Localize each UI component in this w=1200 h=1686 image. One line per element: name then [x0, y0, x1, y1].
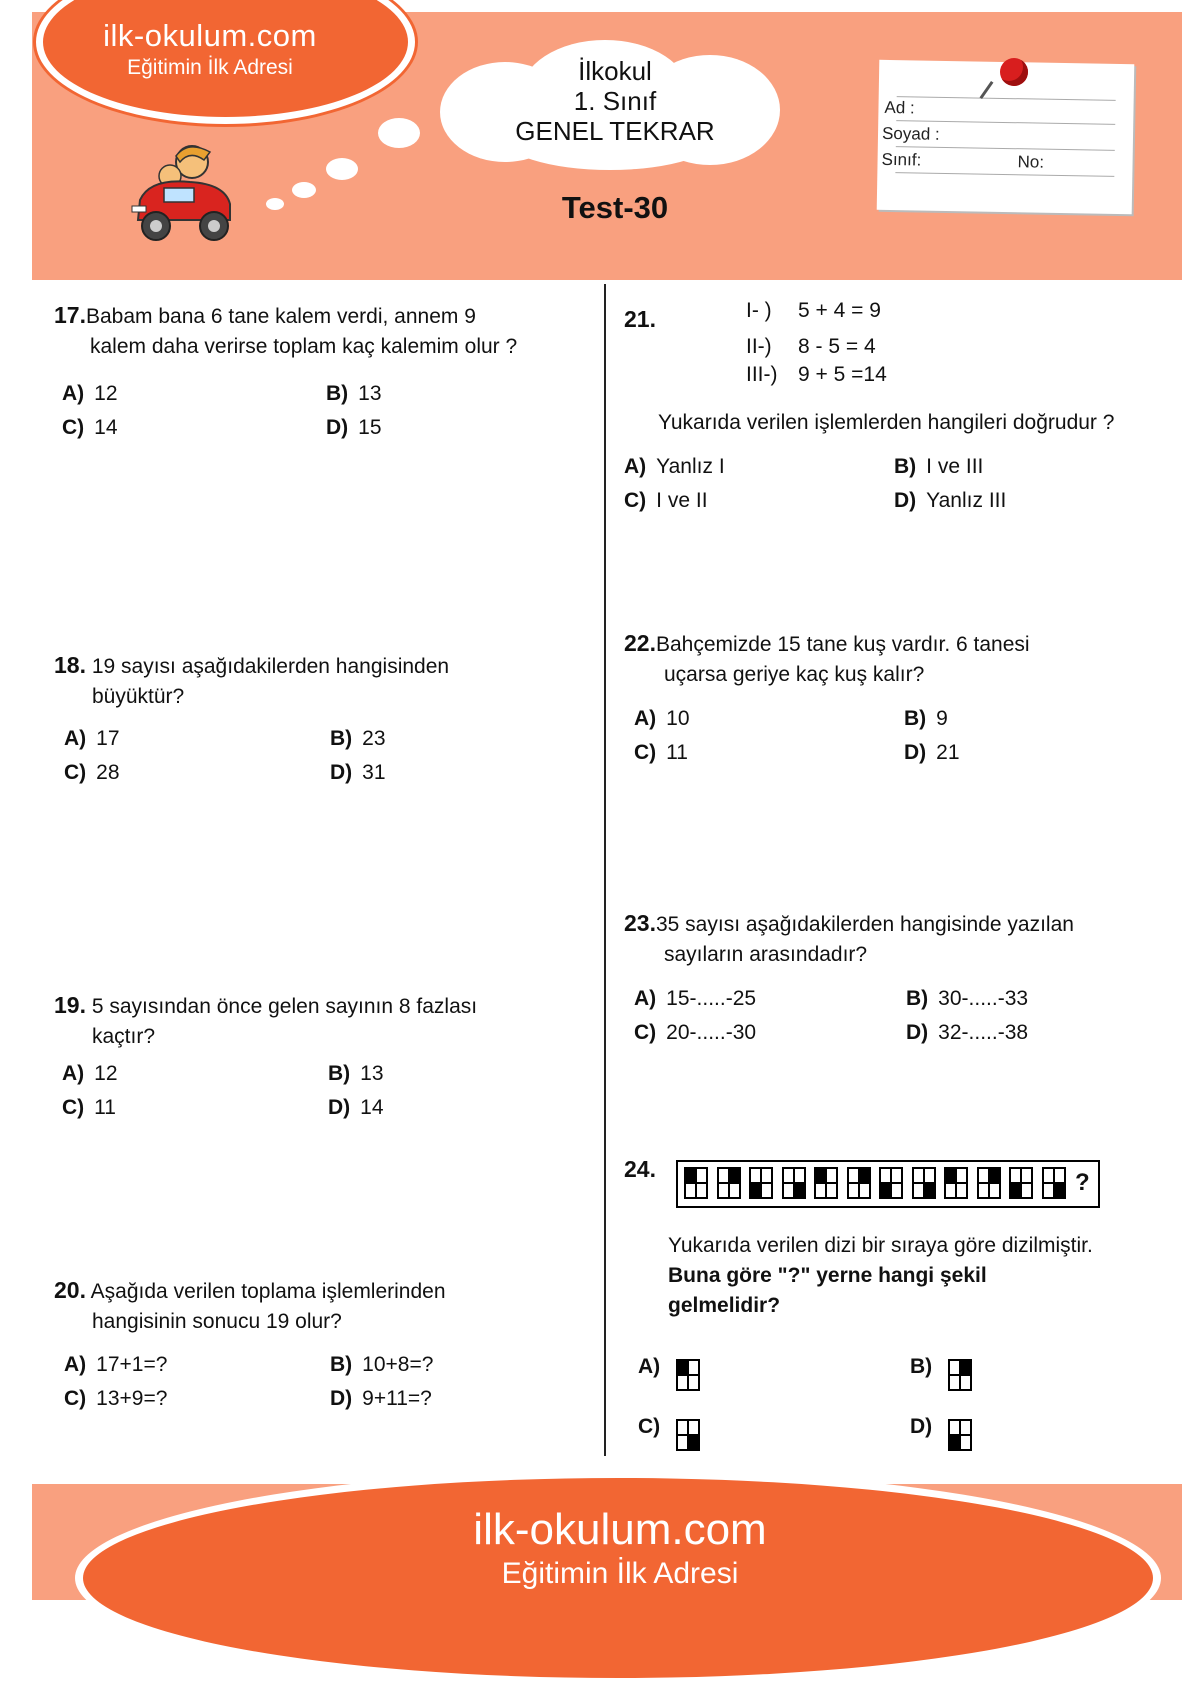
pushpin-icon: [1000, 58, 1028, 86]
option-b[interactable]: [328, 1062, 384, 1086]
quadrant-tile-br: [1042, 1167, 1066, 1199]
logo-slogan: Eğitimin İlk Adresi: [127, 56, 293, 79]
option-label: A): [62, 382, 85, 405]
question-19: [54, 990, 594, 1052]
quadrant-tile-bl: [948, 1419, 972, 1451]
option-value: 13+9=?: [96, 1387, 168, 1410]
cloud-bubble: [326, 158, 358, 180]
question-number: 22.: [624, 630, 656, 656]
question-text: hangisinin sonucu 19 olur?: [92, 1310, 342, 1333]
statement-expression: 9 + 5 =14: [798, 363, 887, 386]
option-value: 12: [94, 382, 118, 405]
question-17: [54, 300, 594, 362]
quadrant-tile-tl: [944, 1167, 968, 1199]
question-22: [624, 628, 1184, 690]
quadrant-tile-tl: [814, 1167, 838, 1199]
option-label: A): [634, 987, 657, 1010]
option-value: 20-.....-30: [666, 1021, 757, 1044]
option-label: A): [638, 1355, 661, 1378]
cloud-bubble: [266, 198, 284, 210]
logo-site: ilk-okulum.com: [103, 18, 317, 53]
option-value: 28: [96, 761, 120, 784]
option-value: Yanlız I: [656, 455, 725, 478]
option-label: C): [64, 1387, 87, 1410]
option-c[interactable]: [62, 416, 118, 440]
question-23: [624, 908, 1194, 970]
option-label: B): [894, 455, 917, 478]
option-label: A): [62, 1062, 85, 1085]
option-c[interactable]: [624, 489, 708, 513]
question-text: 5 sayısından önce gelen sayının 8 fazlası: [91, 995, 478, 1018]
quadrant-tile-tl: [684, 1167, 708, 1199]
question-text: uçarsa geriye kaç kuş kalır?: [664, 663, 925, 686]
surname-field[interactable]: Soyad :: [881, 123, 940, 144]
option-label: A): [64, 1353, 87, 1376]
statement-roman: I- ): [746, 299, 772, 322]
quadrant-tile-bl: [1009, 1167, 1033, 1199]
option-value: I ve II: [656, 489, 708, 512]
class-field[interactable]: Sınıf:: [881, 149, 922, 170]
option-label: D): [328, 1096, 351, 1119]
question-number: 23.: [624, 910, 656, 936]
option-label: D): [326, 416, 349, 439]
option-b[interactable]: [894, 455, 983, 479]
option-a[interactable]: [62, 382, 118, 406]
option-c[interactable]: [64, 761, 120, 785]
option-d[interactable]: [894, 489, 1006, 513]
option-label: C): [634, 1021, 657, 1044]
quadrant-tile-tl: [676, 1359, 700, 1391]
option-value: 11: [666, 741, 688, 764]
option-label: C): [62, 416, 85, 439]
option-label: A): [64, 727, 87, 750]
statement-expression: 5 + 4 = 9: [798, 299, 881, 322]
option-value: 15: [358, 416, 382, 439]
option-label: B): [330, 1353, 353, 1376]
quadrant-tile-tr: [948, 1359, 972, 1391]
option-label: B): [904, 707, 927, 730]
title-line: GENEL TEKRAR: [515, 116, 715, 146]
option-value: 12: [94, 1062, 118, 1085]
question-number: 18.: [54, 652, 86, 678]
question-number: 24.: [624, 1156, 656, 1182]
question-text: kaçtır?: [92, 1025, 156, 1048]
question-text: gelmelidir?: [668, 1294, 781, 1317]
quadrant-tile-bl: [879, 1167, 903, 1199]
question-text: kalem daha verirse toplam kaç kalemim olur ?: [90, 335, 518, 358]
option-label: C): [62, 1096, 85, 1119]
option-c[interactable]: [634, 741, 688, 765]
option-value: 9+11=?: [362, 1387, 432, 1410]
option-label: D): [330, 761, 353, 784]
question-text: Bahçemizde 15 tane kuş vardır. 6 tanesi: [655, 633, 1030, 656]
question-number: 17.: [54, 302, 86, 328]
option-label: C): [634, 741, 657, 764]
worksheet-title: [455, 56, 775, 146]
option-d[interactable]: [330, 1387, 432, 1411]
option-label: B): [330, 727, 353, 750]
title-line: 1. Sınıf: [573, 86, 657, 116]
question-text: büyüktür?: [92, 685, 185, 708]
footer-site: ilk-okulum.com: [473, 1505, 767, 1554]
statement-roman: II-): [746, 335, 772, 358]
option-value: 14: [360, 1096, 384, 1119]
footer-slogan: Eğitimin İlk Adresi: [501, 1557, 739, 1590]
option-label: B): [326, 382, 349, 405]
question-text: Yukarıda verilen işlemlerden hangileri doğrudur ?: [658, 411, 1115, 434]
quadrant-tile-tr: [717, 1167, 741, 1199]
option-label: B): [910, 1355, 933, 1378]
option-a[interactable]: [634, 707, 690, 731]
number-field[interactable]: No:: [1017, 152, 1045, 172]
option-label: D): [904, 741, 927, 764]
question-18: [54, 650, 594, 712]
question-text: Buna göre "?" yerne hangi şekil: [668, 1264, 987, 1287]
question-number: 21.: [624, 306, 656, 332]
option-label: A): [624, 455, 647, 478]
option-value: 11: [94, 1096, 116, 1119]
option-a[interactable]: [62, 1062, 118, 1086]
option-label: B): [906, 987, 929, 1010]
question-text: 19 sayısı aşağıdakilerden hangisinden: [91, 655, 450, 678]
option-label: B): [328, 1062, 351, 1085]
option-b[interactable]: [330, 727, 386, 751]
question-text: sayıların arasındadır?: [664, 943, 868, 966]
question-text: Yukarıda verilen dizi bir sıraya göre dizilmiştir.: [668, 1234, 1093, 1257]
option-value: 23: [362, 727, 386, 750]
option-b[interactable]: [910, 1355, 1010, 1397]
question-number: 20.: [54, 1277, 86, 1303]
option-a[interactable]: [624, 455, 725, 479]
option-value: 15-.....-25: [666, 987, 757, 1010]
option-label: D): [910, 1415, 933, 1438]
option-label: A): [634, 707, 657, 730]
option-d[interactable]: [906, 1021, 1028, 1045]
test-title: Test-30: [561, 190, 669, 225]
column-divider: [604, 284, 606, 1456]
option-value: 30-.....-33: [938, 987, 1029, 1010]
option-value: 17: [96, 727, 120, 750]
option-c[interactable]: [62, 1096, 116, 1120]
quadrant-tile-br: [676, 1419, 700, 1451]
option-d[interactable]: [328, 1096, 384, 1120]
option-value: 10: [666, 707, 690, 730]
option-c[interactable]: [638, 1415, 738, 1457]
option-label: D): [906, 1021, 929, 1044]
option-d[interactable]: [326, 416, 382, 440]
option-label: C): [638, 1415, 661, 1438]
option-value: 13: [358, 382, 382, 405]
question-20: [54, 1275, 594, 1337]
option-value: 10+8=?: [362, 1353, 434, 1376]
option-label: C): [64, 761, 87, 784]
option-value: 32-.....-38: [938, 1021, 1029, 1044]
option-value: 17+1=?: [96, 1353, 168, 1376]
question-text: 35 sayısı aşağıdakilerden hangisinde yazılan: [655, 913, 1074, 936]
statement-roman: III-): [746, 363, 778, 386]
option-b[interactable]: [904, 707, 948, 731]
logo[interactable]: [60, 18, 360, 80]
question-text: Babam bana 6 tane kalem verdi, annem 9: [85, 305, 476, 328]
title-line: İlkokul: [578, 56, 652, 86]
name-field[interactable]: Ad :: [884, 97, 915, 118]
option-c[interactable]: [634, 1021, 756, 1045]
option-b[interactable]: [906, 987, 1028, 1011]
question-mark: ?: [1075, 1169, 1090, 1196]
quadrant-tile-br: [782, 1167, 806, 1199]
option-d[interactable]: [910, 1415, 1010, 1457]
quadrant-tile-br: [912, 1167, 936, 1199]
option-value: 14: [94, 416, 118, 439]
option-a[interactable]: [64, 1353, 167, 1377]
cloud-bubble: [378, 118, 420, 148]
quadrant-tile-bl: [749, 1167, 773, 1199]
option-b[interactable]: [326, 382, 382, 406]
option-value: 9: [936, 707, 948, 730]
option-label: C): [624, 489, 647, 512]
option-label: D): [894, 489, 917, 512]
pattern-sequence: [676, 1160, 1100, 1208]
question-text: Aşağıda verilen toplama işlemlerinden: [90, 1280, 446, 1303]
quadrant-tile-tr: [977, 1167, 1001, 1199]
option-value: 13: [360, 1062, 384, 1085]
option-value: 21: [936, 741, 960, 764]
option-label: D): [330, 1387, 353, 1410]
cloud-bubble: [292, 182, 316, 198]
car-illustration-icon: [130, 140, 240, 250]
option-c[interactable]: [64, 1387, 167, 1411]
statement-expression: 8 - 5 = 4: [798, 335, 876, 358]
option-a[interactable]: [638, 1355, 738, 1397]
option-d[interactable]: [904, 741, 960, 765]
option-b[interactable]: [330, 1353, 433, 1377]
question-number: 19.: [54, 992, 86, 1018]
option-value: Yanlız III: [926, 489, 1007, 512]
option-a[interactable]: [64, 727, 120, 751]
option-value: 31: [362, 761, 386, 784]
option-a[interactable]: [634, 987, 756, 1011]
option-d[interactable]: [330, 761, 386, 785]
option-value: I ve III: [926, 455, 984, 478]
footer-logo[interactable]: [300, 1505, 940, 1591]
quadrant-tile-tr: [847, 1167, 871, 1199]
